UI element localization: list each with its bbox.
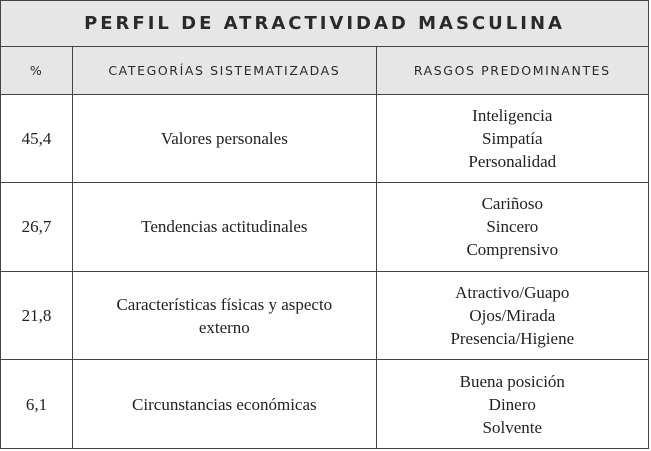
trait-item: Personalidad <box>468 151 557 171</box>
header-categories: CATEGORÍAS SISTEMATIZADAS <box>73 47 376 94</box>
trait-item: Solvente <box>482 417 543 437</box>
category-cell: Circunstancias económicas <box>73 360 376 449</box>
traits-cell <box>376 271 648 360</box>
traits-cell <box>376 183 648 272</box>
trait-item: Inteligencia <box>472 105 553 125</box>
title-row <box>1 1 649 47</box>
percent-cell: 26,7 <box>1 183 73 272</box>
percent-cell: 45,4 <box>1 94 73 183</box>
traits-cell <box>376 94 648 183</box>
trait-item: Buena posición <box>459 371 565 391</box>
percent-cell: 21,8 <box>1 271 73 360</box>
table-row <box>1 271 649 360</box>
trait-item: Presencia/Higiene <box>450 329 575 349</box>
trait-item: Sincero <box>486 217 539 237</box>
category-text: Características físicas y aspecto externo <box>116 294 333 337</box>
trait-item: Atractivo/Guapo <box>455 283 570 303</box>
header-row <box>1 47 649 94</box>
category-cell: Tendencias actitudinales <box>73 183 376 272</box>
category-cell <box>73 271 376 360</box>
traits-cell <box>376 360 648 449</box>
table-row <box>1 360 649 449</box>
table-row <box>1 183 649 272</box>
trait-item: Cariñoso <box>481 194 543 214</box>
trait-item: Ojos/Mirada <box>469 306 556 326</box>
category-cell: Valores personales <box>73 94 376 183</box>
header-traits: RASGOS PREDOMINANTES <box>376 47 648 94</box>
table-row <box>1 94 649 183</box>
trait-item: Comprensivo <box>466 240 559 260</box>
table-title: PERFIL DE ATRACTIVIDAD MASCULINA <box>1 1 649 47</box>
percent-cell: 6,1 <box>1 360 73 449</box>
trait-item: Simpatía <box>482 128 543 148</box>
header-percent: % <box>1 47 73 94</box>
trait-item: Dinero <box>488 394 536 414</box>
